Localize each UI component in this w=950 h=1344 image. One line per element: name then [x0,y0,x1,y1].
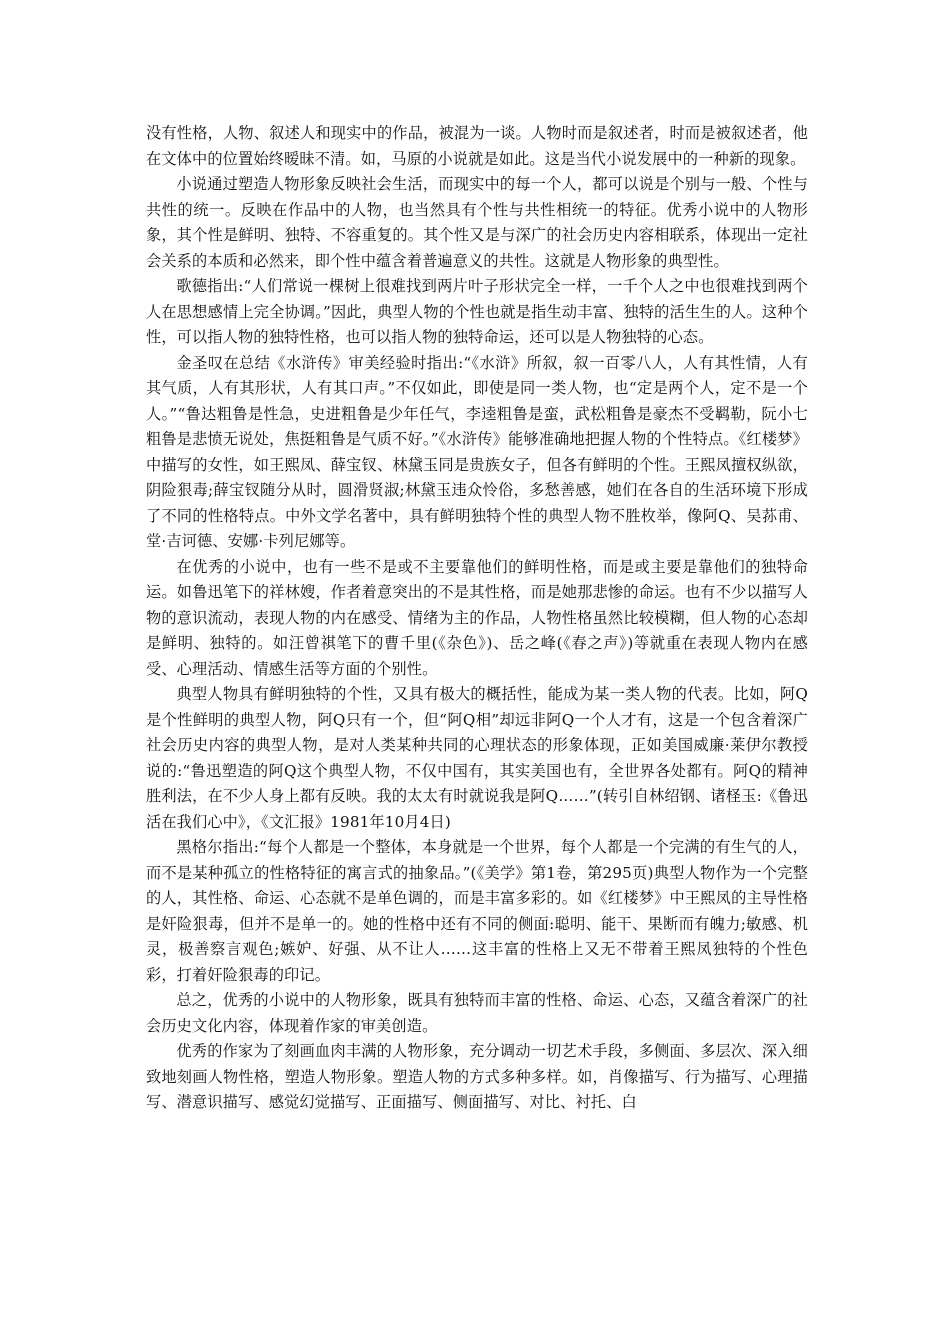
paragraph-ah-q: 典型人物具有鲜明独特的个性，又具有极大的概括性，能成为某一类人物的代表。比如，阿Q是个性鲜明的典型人物，阿Q只有一个，但“阿Q相”却远非阿Q一个人才有，这是一个包含着深广社会历史内容的典型人物，是对人类某种共同的心理状态的形象体现，正如美国威廉·莱伊尔教授说的:“鲁迅塑造的阿Q这个典型人物，不仅中国有，其实美国也有，全世界各处都有。阿Q的精神胜利法，在不少人身上都有反映。我的太太有时就说我是阿Q……”(转引自林绍钢、诸柽玉:《鲁迅活在我们心中》，《文汇报》1981年10月4日) [146,685,808,831]
paragraph-summary: 总之，优秀的小说中的人物形象，既具有独特而丰富的性格、命运、心态，又蕴含着深广的社会历史文化内容，体现着作家的审美创造。 [146,991,808,1035]
document-body [146,121,808,1116]
paragraph-jin-shengtan: 金圣叹在总结《水浒传》审美经验时指出:“《水浒》所叙，叙一百零八人，人有其性情，人有其气质，人有其形状，人有其口声。”不仅如此，即使是同一类人物，也“定是两个人，定不是一个人。”“鲁达粗鲁是性急，史进粗鲁是少年任气，李逵粗鲁是蛮，武松粗鲁是豪杰不受羁勒，阮小七粗鲁是悲愤无说处，焦挺粗鲁是气质不好。”《水浒传》能够准确地把握人物的个性特点。《红楼梦》中描写的女性，如王熙凤、薛宝钗、林黛玉同是贵族女子，但各有鲜明的个性。王熙凤擅权纵欲，阴险狠毒;薛宝钗随分从时，圆滑贤淑;林黛玉违众怜俗，多愁善感，她们在各自的生活环境下形成了不同的性格特点。中外文学名著中，具有鲜明独特个性的典型人物不胜枚举，像阿Q、吴荪甫、堂·吉诃德、安娜·卡列尼娜等。 [146,353,808,550]
paragraph-goethe: 歌德指出:“人们常说一棵树上很难找到两片叶子形状完全一样，一千个人之中也很难找到两个人在思想感情上完全协调。”因此，典型人物的个性也就是指生动丰富、独特的活生生的人。这种个性，可以指人物的独特性格，也可以指人物的独特命运，还可以是人物独特的心态。 [146,277,808,346]
paragraph-hegel: 黑格尔指出:“每个人都是一个整体，本身就是一个世界，每个人都是一个完满的有生气的人，而不是某种孤立的性格特征的寓言式的抽象品。”(《美学》第1卷，第295页)典型人物作为一个完整的人，其性格、命运、心态就不是单色调的，而是丰富多彩的。如《红楼梦》中王熙凤的主导性格是奸险狠毒，但并不是单一的。她的性格中还有不同的侧面:聪明、能干、果断而有魄力;敏感、机灵，极善察言观色;嫉妒、好强、从不让人……这丰富的性格上又无不带着王熙凤独特的个性色彩，打着奸险狠毒的印记。 [146,838,808,984]
paragraph-typicality: 小说通过塑造人物形象反映社会生活，而现实中的每一个人，都可以说是个别与一般、个性与共性的统一。反映在作品中的人物，也当然具有个性与共性相统一的特征。优秀小说中的人物形象，其个性是鲜明、独特、不容重复的。其个性又是与深广的社会历史内容相联系，体现出一定社会关系的本质和必然来，即个性中蕴含着普遍意义的共性。这就是人物形象的典型性。 [146,175,808,270]
paragraph-techniques: 优秀的作家为了刻画血肉丰满的人物形象，充分调动一切艺术手段，多侧面、多层次、深入细致地刻画人物性格，塑造人物形象。塑造人物的方式多种多样。如，肖像描写、行为描写、心理描写、潜意识描写、感觉幻觉描写、正面描写、侧面描写、对比、衬托、白 [146,1042,808,1111]
paragraph-destiny: 在优秀的小说中，也有一些不是或不主要靠他们的鲜明性格，而是或主要是靠他们的独特命运。如鲁迅笔下的祥林嫂，作者着意突出的不是其性格，而是她那悲惨的命运。也有不少以描写人物的意识流动，表现人物的内在感受、情绪为主的作品，人物性格虽然比较模糊，但人物的心态却是鲜明、独特的。如汪曾祺笔下的曹千里(《杂色》)、岳之峰(《春之声》)等就重在表现人物内在感受、心理活动、情感生活等方面的个别性。 [146,557,808,678]
paragraph-continuation: 没有性格，人物、叙述人和现实中的作品，被混为一谈。人物时而是叙述者，时而是被叙述者，他在文体中的位置始终暧昧不清。如，马原的小说就是如此。这是当代小说发展中的一种新的现象。 [146,124,808,168]
